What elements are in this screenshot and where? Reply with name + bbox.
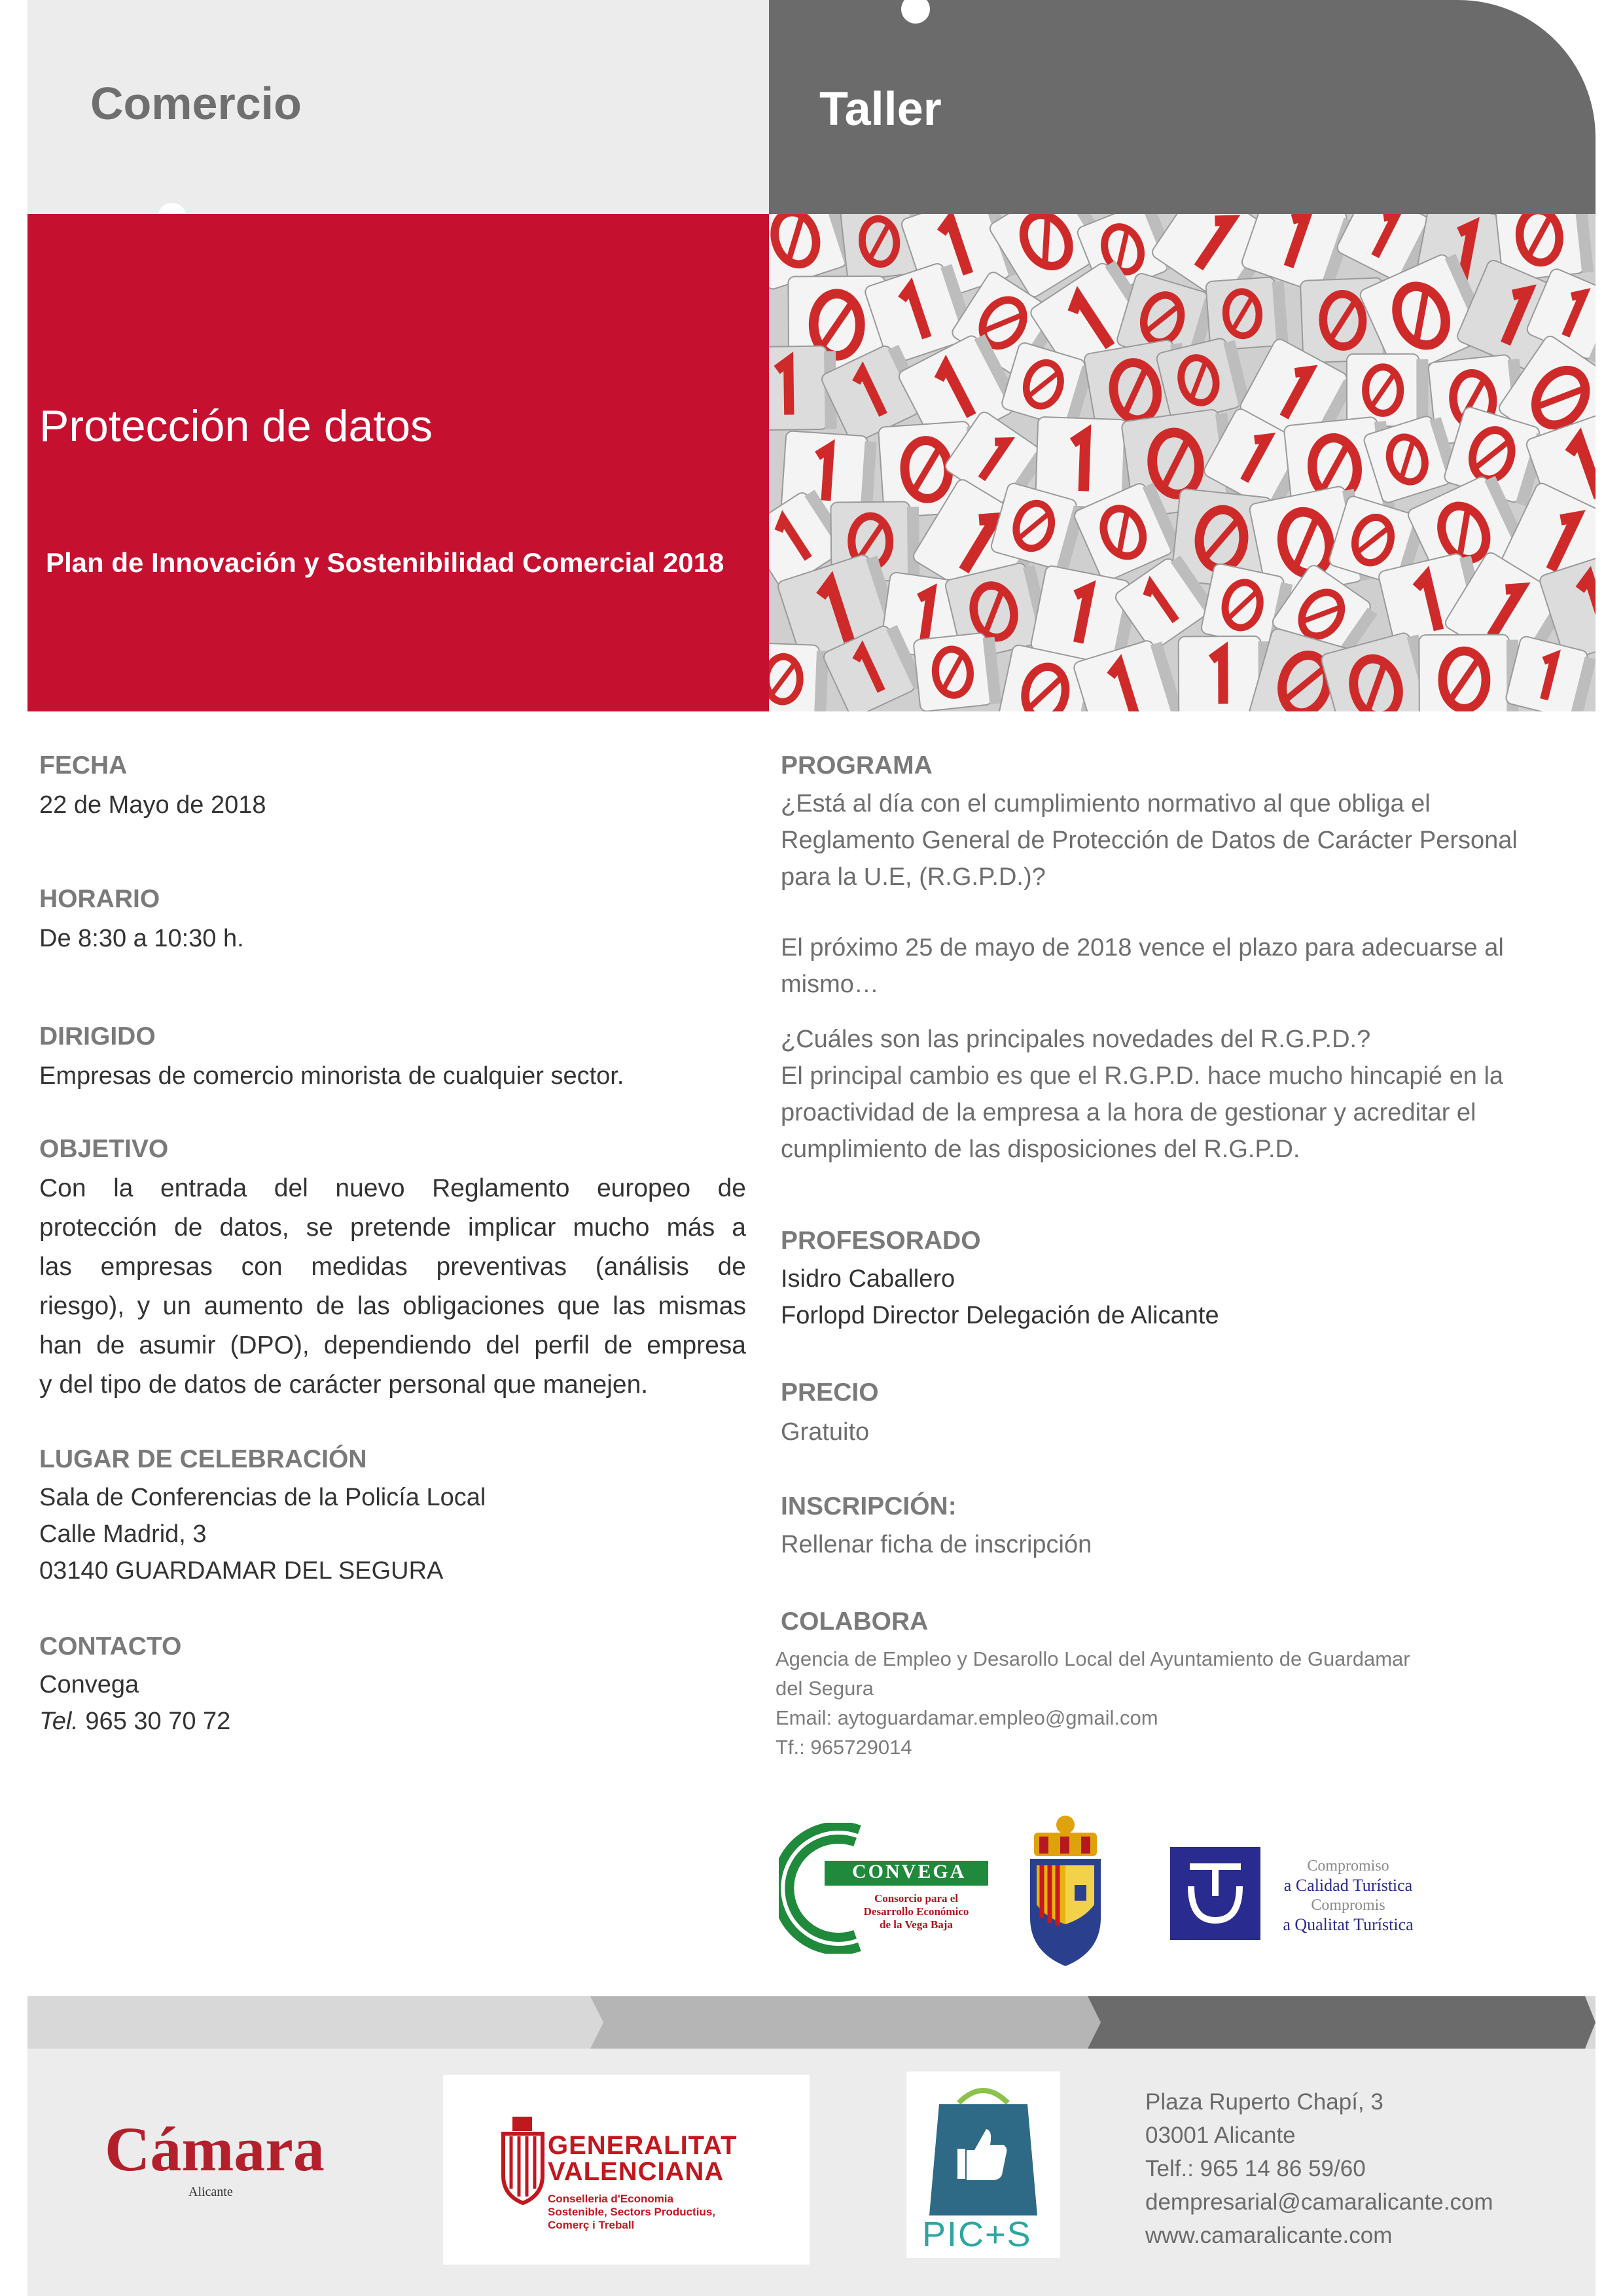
objetivo-line: han de asumir (DPO), dependiendo del perfil de empresa [39, 1331, 746, 1359]
convega-caption-line: Desarrollo Económico [863, 1905, 969, 1918]
calidad-q-icon [1170, 1847, 1260, 1940]
calidad-line: Compromiso [1307, 1857, 1389, 1874]
fecha-value: 22 de Mayo de 2018 [39, 791, 266, 819]
generalitat-dept [548, 2193, 715, 2232]
colabora-heading: COLABORA [781, 1607, 929, 1636]
address-line: Plaza Ruperto Chapí, 3 [1145, 2089, 1383, 2115]
address-website[interactable]: www.camaralicante.com [1145, 2223, 1393, 2248]
lugar-line: Sala de Conferencias de la Policía Local [39, 1484, 486, 1511]
lugar-line: 03140 GUARDAMAR DEL SEGURA [39, 1557, 444, 1585]
contacto-heading: CONTACTO [39, 1632, 182, 1660]
objetivo-line: las empresas con medidas preventivas (análisis de [39, 1253, 746, 1281]
profesorado-line: Isidro Caballero [781, 1265, 955, 1293]
objetivo-text [39, 1169, 746, 1405]
programa-line: Reglamento General de Protección de Datos de Carácter Personal [781, 827, 1518, 854]
calidad-line: a Qualitat Turística [1283, 1915, 1414, 1934]
banner-photo [769, 214, 1596, 711]
programa-p3 [781, 1021, 1503, 1168]
inscripcion-value[interactable]: Rellenar ficha de inscripción [781, 1531, 1092, 1558]
colabora-email[interactable]: Email: aytoguardamar.empleo@gmail.com [776, 1706, 1158, 1729]
objetivo-line: Con la entrada del nuevo Reglamento europeo de [39, 1174, 746, 1202]
profesorado-heading: PROFESORADO [781, 1227, 981, 1255]
page-title: Protección de datos [39, 401, 433, 451]
pics-logo [906, 2072, 1060, 2258]
number-cubes-image [769, 214, 1596, 711]
address-phone: Telf.: 965 14 86 59/60 [1145, 2156, 1366, 2181]
event-type-label: Taller [819, 83, 942, 135]
lugar-heading: LUGAR DE CELEBRACIÓN [39, 1445, 367, 1473]
camara-wordmark: Cámara [105, 2114, 325, 2184]
dirigido-heading: DIRIGIDO [39, 1022, 156, 1050]
calidad-turistica-icon [1170, 1847, 1260, 1940]
page-subtitle: Plan de Innovación y Sostenibilidad Comercial 2018 [46, 547, 724, 578]
programa-line: ¿Está al día con el cumplimiento normativo al que obliga el [781, 790, 1431, 817]
pics-year: 2018 [967, 2106, 996, 2120]
programa-p2 [781, 929, 1504, 1003]
generalitat-dept-line: Conselleria d'Economia [548, 2193, 674, 2205]
generalitat-shield-icon [497, 2117, 549, 2215]
profesorado-line: Forlopd Director Delegación de Alicante [781, 1302, 1219, 1329]
lugar-address [39, 1479, 486, 1589]
contacto-name: Convega [39, 1671, 139, 1698]
horario-value: De 8:30 a 10:30 h. [39, 925, 244, 952]
fecha-heading: FECHA [39, 751, 128, 780]
colabora-phone: Tf.: 965729014 [776, 1736, 912, 1759]
inscripcion-heading: INSCRIPCIÓN: [781, 1492, 957, 1520]
convega-caption-line: de la Vega Baja [880, 1918, 953, 1931]
dirigido-value: Empresas de comercio minorista de cualquier sector. [39, 1062, 624, 1090]
footer-address [1145, 2085, 1493, 2252]
programa-heading: PROGRAMA [781, 751, 933, 780]
contacto-tel [39, 1703, 230, 1740]
category-label: Comercio [90, 78, 302, 129]
tel-value: 965 30 70 72 [85, 1708, 231, 1735]
programa-line: El próximo 25 de mayo de 2018 vence el plazo para adecuarse al [781, 934, 1504, 961]
tel-label: Tel. [39, 1708, 79, 1735]
footer-ribbon [27, 1996, 1596, 2049]
colabora-line: Agencia de Empleo y Desarollo Local del Ayuntamiento de Guardamar [776, 1647, 1410, 1670]
generalitat-name [548, 2132, 738, 2185]
contacto-block [39, 1666, 230, 1740]
coat-of-arms-icon [1020, 1813, 1111, 1970]
footer-chevrons [27, 1996, 1596, 2049]
programa-line: El principal cambio es que el R.G.P.D. hace mucho hincapié en la [781, 1062, 1504, 1090]
generalitat-name-line: GENERALITAT [548, 2131, 738, 2160]
pics-text: PIC+S [922, 2215, 1032, 2254]
profesorado-block [781, 1261, 1219, 1334]
objetivo-line: riesgo), y un aumento de las obligaciones que las mismas [39, 1292, 746, 1320]
address-email[interactable]: dempresarial@camaralicante.com [1145, 2189, 1493, 2215]
generalitat-dept-line: Comerç i Treball [548, 2219, 635, 2231]
lugar-line: Calle Madrid, 3 [39, 1520, 207, 1548]
convega-word: CONVEGA [852, 1861, 967, 1882]
calidad-text [1270, 1856, 1427, 1935]
generalitat-dept-line: Sostenible, Sectors Productius, [548, 2206, 716, 2218]
title-banner [27, 214, 769, 711]
calidad-line: Compromis [1311, 1897, 1385, 1914]
programa-line: ¿Cuáles son las principales novedades del R.G.P.D.? [781, 1026, 1371, 1053]
programa-p1 [781, 785, 1518, 895]
programa-line: cumplimiento de las disposiciones del R.G.P.D. [781, 1136, 1300, 1163]
generalitat-logo [443, 2075, 810, 2265]
convega-c-icon [779, 1823, 988, 1954]
programa-line: mismo… [781, 971, 879, 998]
horario-heading: HORARIO [39, 885, 160, 913]
generalitat-name-line: VALENCIANA [548, 2157, 724, 2186]
colabora-block [776, 1644, 1410, 1762]
objetivo-line: protección de datos, se pretende implicar mucho más a [39, 1213, 746, 1242]
convega-caption [851, 1892, 982, 1931]
objetivo-heading: OBJETIVO [39, 1135, 169, 1163]
camara-logo [79, 2108, 419, 2219]
convega-caption-line: Consorcio para el [874, 1892, 959, 1905]
camara-city: Alicante [188, 2185, 233, 2199]
colabora-line: del Segura [776, 1677, 874, 1700]
address-line: 03001 Alicante [1145, 2123, 1296, 2148]
objetivo-line: y del tipo de datos de carácter personal que manejen. [39, 1371, 649, 1399]
guardamar-coat-of-arms [1020, 1813, 1111, 1970]
precio-value: Gratuito [781, 1418, 870, 1446]
programa-line: para la U.E, (R.G.P.D.)? [781, 863, 1046, 891]
calidad-line: a Calidad Turística [1283, 1876, 1413, 1895]
precio-heading: PRECIO [781, 1378, 879, 1407]
programa-line: proactividad de la empresa a la hora de gestionar y acreditar el [781, 1099, 1476, 1126]
convega-logo [779, 1823, 988, 1954]
